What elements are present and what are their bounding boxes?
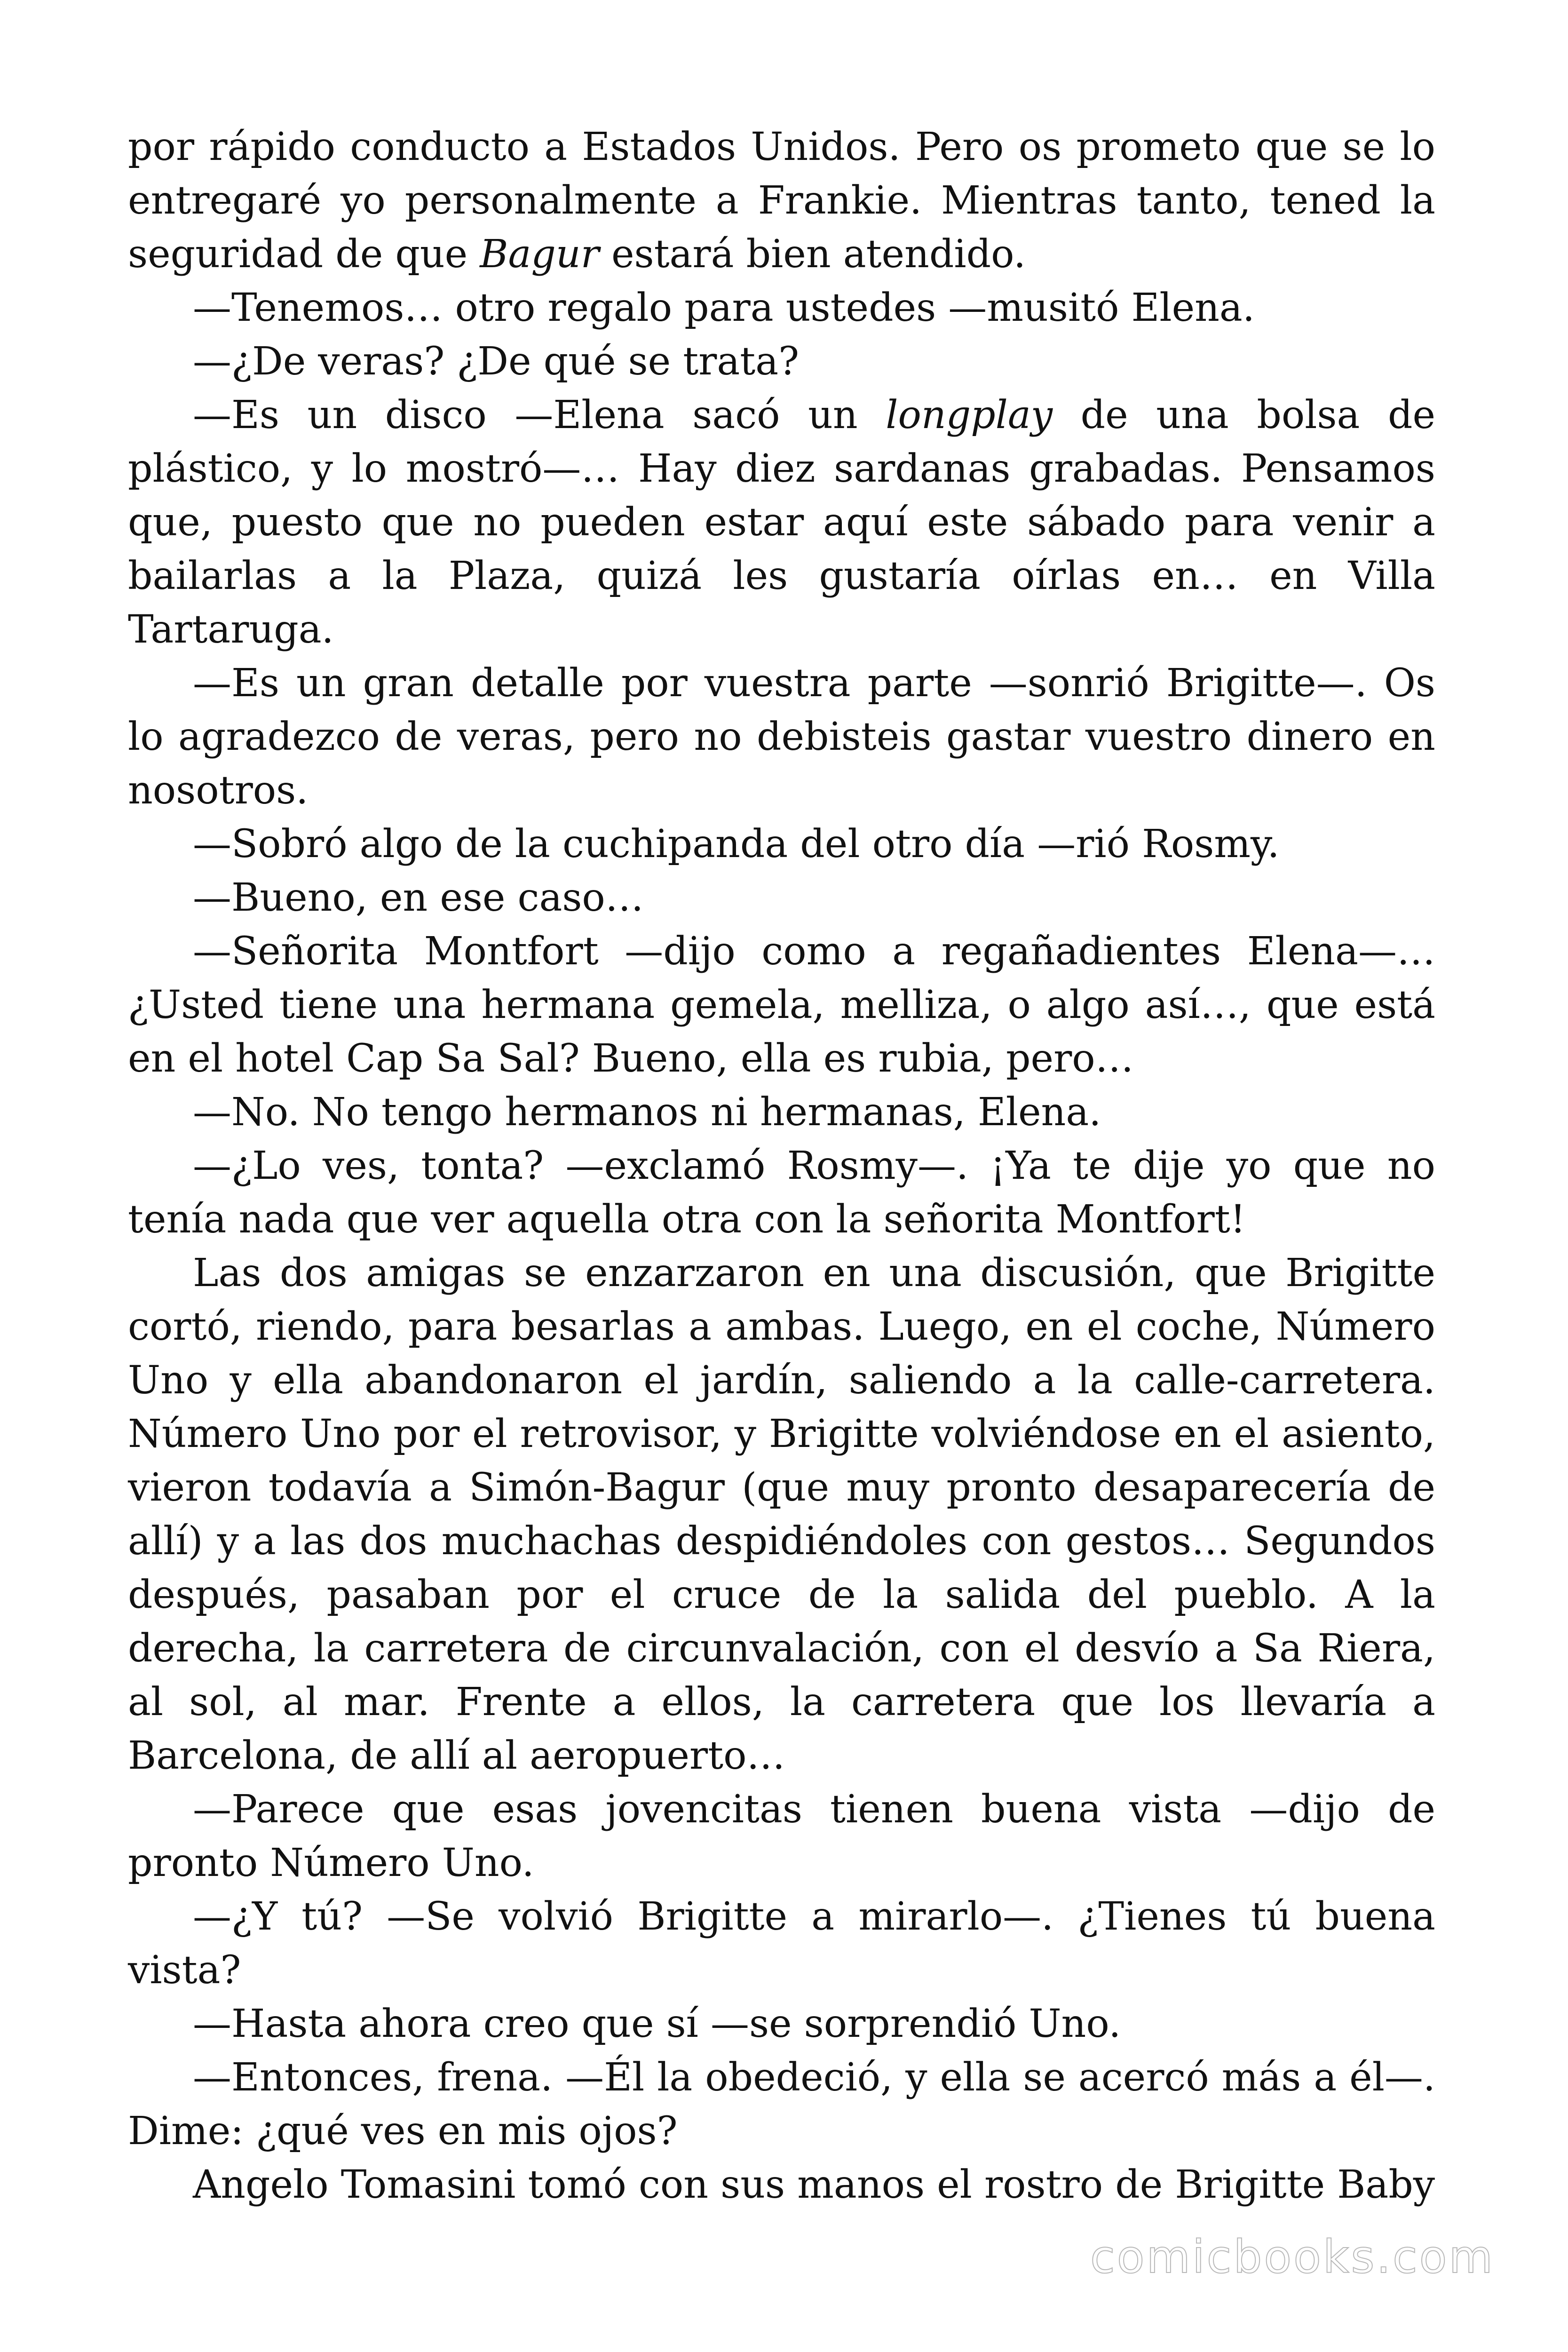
italic-text: longplay xyxy=(886,393,1053,437)
text-run: por rápido conducto a Estados Unidos. Pero os prometo que se lo entregaré yo personalmente a Frankie. Mientras tanto, tened la seguridad de que xyxy=(128,125,1435,277)
text-run: —¿De veras? ¿De qué se trata? xyxy=(193,339,800,384)
paragraph xyxy=(128,120,1435,281)
paragraph xyxy=(128,1890,1435,1997)
text-run: de una bolsa de plástico, y lo mostró—… Hay diez sardanas grabadas. Pensamos que, puesto que no pueden estar aquí este sábado para venir a bailarlas a la Plaza, quizá les gustaría oírlas en… en Villa Tartaruga. xyxy=(128,393,1435,652)
paragraph xyxy=(128,1247,1435,1783)
paragraph xyxy=(128,2051,1435,2158)
paragraph xyxy=(128,657,1435,818)
paragraph xyxy=(128,1139,1435,1247)
paragraph xyxy=(128,1783,1435,1890)
body-text xyxy=(128,120,1435,2212)
paragraph xyxy=(128,871,1435,925)
text-run: —Señorita Montfort —dijo como a regañadientes Elena—… ¿Usted tiene una hermana gemela, melliza, o algo así…, que está en el hotel Cap Sa Sal? Bueno, ella es rubia, pero… xyxy=(128,929,1435,1081)
text-run: —No. No tengo hermanos ni hermanas, Elena. xyxy=(193,1090,1101,1135)
text-run: estará bien atendido. xyxy=(599,232,1026,277)
text-run: —Es un gran detalle por vuestra parte —sonrió Brigitte—. Os lo agradezco de veras, pero no debisteis gastar vuestro dinero en nosotros. xyxy=(128,661,1435,813)
paragraph xyxy=(128,281,1435,335)
paragraph xyxy=(128,2158,1435,2212)
text-run: —Bueno, en ese caso… xyxy=(193,875,644,920)
paragraph xyxy=(128,1086,1435,1139)
paragraph xyxy=(128,335,1435,389)
text-run: Angelo Tomasini tomó con sus manos el rostro de Brigitte Baby xyxy=(193,2162,1435,2207)
paragraph xyxy=(128,1997,1435,2051)
paragraph xyxy=(128,925,1435,1086)
text-run: —¿Lo ves, tonta? —exclamó Rosmy—. ¡Ya te dije yo que no tenía nada que ver aquella otra con la señorita Montfort! xyxy=(128,1144,1435,1242)
paragraph xyxy=(128,389,1435,657)
text-run: —Es un disco —Elena sacó un xyxy=(193,393,886,437)
text-run: —Parece que esas jovencitas tienen buena vista —dijo de pronto Número Uno. xyxy=(128,1787,1435,1885)
text-run: —Hasta ahora creo que sí —se sorprendió Uno. xyxy=(193,2002,1121,2046)
watermark: comicbooks.com xyxy=(1090,2231,1495,2283)
paragraph xyxy=(128,818,1435,871)
italic-text: Bagur xyxy=(480,232,599,277)
text-run: —¿Y tú? —Se volvió Brigitte a mirarlo—. ¿Tienes tú buena vista? xyxy=(128,1894,1435,1993)
text-run: —Entonces, frena. —Él la obedeció, y ella se acercó más a él—. Dime: ¿qué ves en mis ojos? xyxy=(128,2055,1435,2153)
text-run: —Sobró algo de la cuchipanda del otro día —rió Rosmy. xyxy=(193,822,1280,866)
text-run: —Tenemos… otro regalo para ustedes —musitó Elena. xyxy=(193,286,1255,330)
text-run: Las dos amigas se enzarzaron en una discusión, que Brigitte cortó, riendo, para besarlas a ambas. Luego, en el coche, Número Uno y ella abandonaron el jardín, saliendo a la calle-carretera. Número Uno por el retrovisor, y Brigitte volviéndose en el asiento, vieron todavía a Simón-Bagur (que muy pronto desaparecería de allí) y a las dos muchachas despidiéndoles con gestos… Segundos después, pasaban por el cruce de la salida del pueblo. A la derecha, la carretera de circunvalación, con el desvío a Sa Riera, al sol, al mar. Frente a ellos, la carretera que los llevaría a Barcelona, de allí al aeropuerto… xyxy=(128,1251,1435,1778)
